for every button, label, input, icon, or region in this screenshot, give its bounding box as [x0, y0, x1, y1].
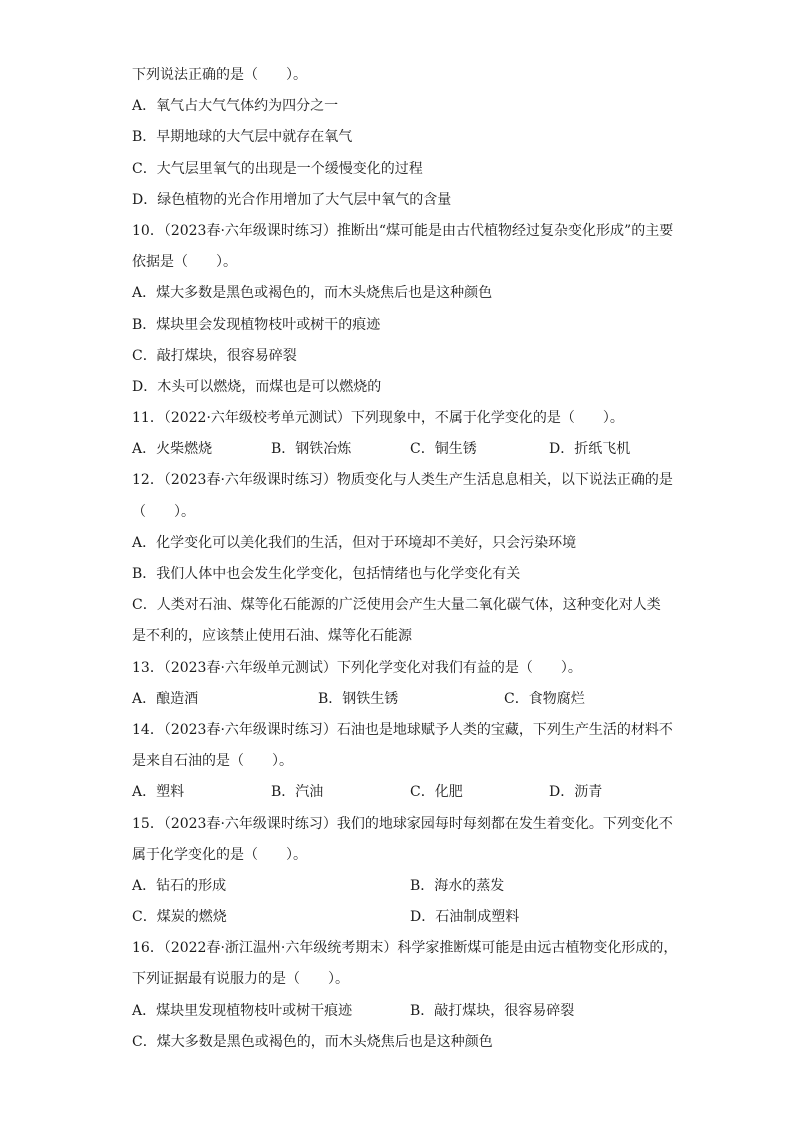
q15-option-b: B．海水的蒸发: [410, 877, 505, 894]
q13-option-b: B．钢铁生锈: [318, 690, 399, 707]
q15-option-a: A．钻石的形成: [132, 877, 227, 894]
q15-stem-line-1: 15．（2023春·六年级课时练习）我们的地球家园每时每刻都在发生着变化。下列变化不: [132, 815, 673, 832]
q15-option-d: D．石油制成塑料: [410, 909, 520, 926]
q14-stem-line-2: 是来自石油的是（ ）。: [132, 753, 293, 770]
q9-option-d: D．绿色植物的光合作用增加了大气层中氧气的含量: [132, 191, 452, 208]
q16-stem-line-2: 下列证据最有说服力的是（ ）。: [132, 971, 349, 988]
q13-option-c: C．食物腐烂: [504, 690, 585, 707]
q11-option-c: C．铜生锈: [410, 441, 477, 458]
q11-option-b: B．钢铁冶炼: [271, 441, 352, 458]
q16-option-a: A．煤块里发现植物枝叶或树干痕迹: [132, 1002, 353, 1019]
q12-option-c-line-1: C．人类对石油、煤等化石能源的广泛使用会产生大量二氧化碳气体，这种变化对人类: [132, 597, 661, 614]
q11-option-d: D．折纸飞机: [549, 441, 631, 458]
q14-option-c: C．化肥: [410, 784, 463, 801]
q16-stem-line-1: 16．（2022春·浙江温州·六年级统考期末）科学家推断煤可能是由远古植物变化形成的，: [132, 940, 678, 957]
q10-option-b: B．煤块里会发现植物枝叶或树干的痕迹: [132, 316, 381, 333]
q9-option-b: B．早期地球的大气层中就存在氧气: [132, 129, 353, 146]
q11-options: [132, 436, 672, 467]
q15-option-c: C．煤炭的燃烧: [132, 909, 227, 926]
q16-option-b: B．敲打煤块，很容易碎裂: [410, 1002, 575, 1019]
q15-options-row-1: [132, 873, 672, 904]
q13-stem: 13．（2023春·六年级单元测试）下列化学变化对我们有益的是（ ）。: [132, 659, 582, 676]
q16-option-c: C．煤大多数是黑色或褐色的，而木头烧焦后也是这种颜色: [132, 1033, 493, 1050]
q14-option-b: B．汽油: [271, 784, 324, 801]
q12-option-a: A．化学变化可以美化我们的生活，但对于环境却不美好，只会污染环境: [132, 534, 577, 551]
q12-stem-line-1: 12．（2023春·六年级课时练习）物质变化与人类生产生活息息相关，以下说法正确的是: [132, 472, 673, 489]
q10-stem-line-1: 10．（2023春·六年级课时练习）推断出“煤可能是由古代植物经过复杂变化形成”的主要: [132, 222, 674, 239]
q14-option-a: A．塑料: [132, 784, 185, 801]
q15-options-row-2: [132, 904, 672, 935]
q11-option-a: A．火柴燃烧: [132, 441, 213, 458]
q13-option-a: A．酿造酒: [132, 690, 199, 707]
q12-option-c-line-2: 是不利的，应该禁止使用石油、煤等化石能源: [132, 628, 412, 645]
question-list: [132, 62, 678, 1060]
q12-option-b: B．我们人体中也会发生化学变化，包括情绪也与化学变化有关: [132, 566, 521, 582]
q14-stem-line-1: 14．（2023春·六年级课时练习）石油也是地球赋予人类的宝藏，下列生产生活的材料不: [132, 721, 673, 738]
q9-option-a: A．氧气占大气气体约为四分之一: [132, 98, 339, 115]
q10-stem-line-2: 依据是（ ）。: [132, 254, 237, 271]
q14-option-d: D．沥青: [549, 784, 603, 801]
q9-stem: 下列说法正确的是（ ）。: [132, 67, 307, 83]
q10-option-a: A．煤大多数是黑色或褐色的，而木头烧焦后也是这种颜色: [132, 285, 493, 302]
q9-option-c: C．大气层里氧气的出现是一个缓慢变化的过程: [132, 160, 423, 177]
q14-options: [132, 779, 672, 810]
q16-options-row-1: [132, 998, 672, 1029]
q11-stem: 11．（2022·六年级校考单元测试）下列现象中，不属于化学变化的是（ ）。: [132, 410, 624, 427]
q12-stem-line-2: （ ）。: [132, 503, 195, 520]
q15-stem-line-2: 属于化学变化的是（ ）。: [132, 846, 307, 863]
q13-options: [132, 686, 672, 717]
q10-option-c: C．敲打煤块，很容易碎裂: [132, 347, 297, 364]
q10-option-d: D．木头可以燃烧，而煤也是可以燃烧的: [132, 378, 382, 395]
